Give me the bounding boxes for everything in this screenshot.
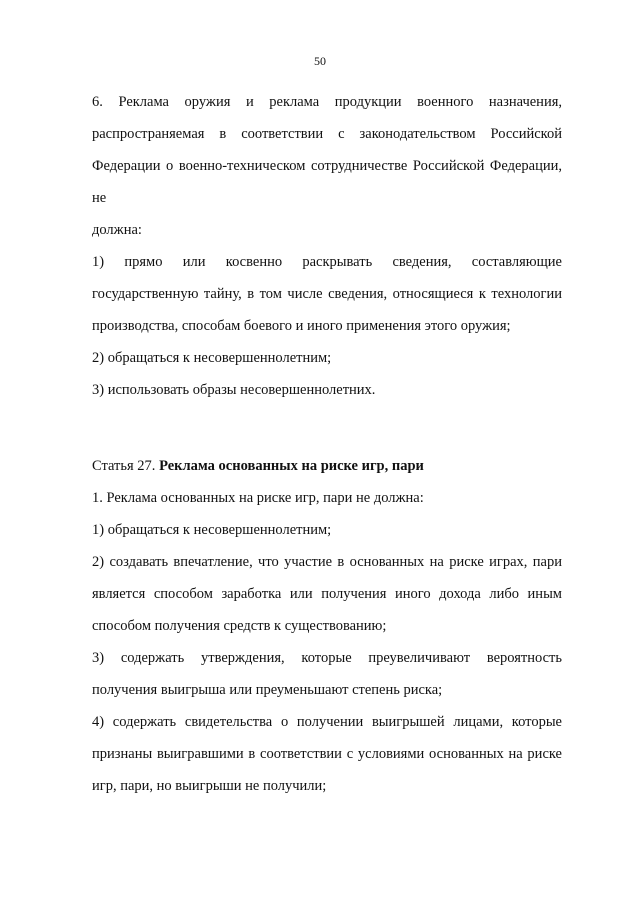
item-6-sub-1-line-2: государственную тайну, в том числе сведения, относящиеся к технологии: [92, 286, 562, 302]
item-6-sub-1-line-3: производства, способам боевого и иного применения этого оружия;: [92, 318, 511, 334]
item-6-sub-3: 3) использовать образы несовершеннолетних.: [92, 382, 376, 398]
article-27-sub-4-line-1: 4) содержать свидетельства о получении выигрышей лицами, которые: [92, 714, 562, 730]
item-6-sub-2: 2) обращаться к несовершеннолетним;: [92, 350, 332, 366]
article-27-heading: [92, 450, 562, 482]
page-number: 50: [314, 54, 326, 68]
article-27-sub-3: [92, 642, 562, 706]
item-6-line-1: 6. Реклама оружия и реклама продукции военного назначения,: [92, 94, 562, 110]
article-27-sub-2-line-1: 2) создавать впечатление, что участие в основанных на риске играх, пари: [92, 554, 562, 570]
article-27-prefix: Статья 27.: [92, 458, 160, 474]
item-6-sub-1: [92, 246, 562, 342]
item-6-sub-1-line-1: 1) прямо или косвенно раскрывать сведения, составляющие: [92, 254, 562, 270]
article-27-sub-2: [92, 546, 562, 642]
document-body: [92, 86, 562, 802]
article-27-item-1: 1. Реклама основанных на риске игр, пари не должна:: [92, 490, 424, 506]
article-27-sub-2-line-3: способом получения средств к существованию;: [92, 618, 387, 634]
article-27-title: Реклама основанных на риске игр, пари: [159, 458, 424, 474]
article-27-sub-2-line-2: является способом заработка или получения иного дохода либо иным: [92, 586, 562, 602]
item-6-paragraph: [92, 86, 562, 246]
article-27-sub-4-line-3: игр, пари, но выигрыши не получили;: [92, 778, 327, 794]
article-27-sub-1: 1) обращаться к несовершеннолетним;: [92, 522, 332, 538]
article-27-sub-4-line-2: признаны выигравшими в соответствии с условиями основанных на риске: [92, 746, 562, 762]
article-27-sub-4: [92, 706, 562, 802]
item-6-line-2: распространяемая в соответствии с законодательством Российской: [92, 126, 562, 142]
item-6-line-3: Федерации о военно-техническом сотрудничестве Российской Федерации, не: [92, 158, 562, 206]
item-6-line-4: должна:: [92, 222, 142, 238]
article-27-sub-3-line-1: 3) содержать утверждения, которые преувеличивают вероятность: [92, 650, 562, 666]
article-27-sub-3-line-2: получения выигрыша или преуменьшают степень риска;: [92, 682, 443, 698]
